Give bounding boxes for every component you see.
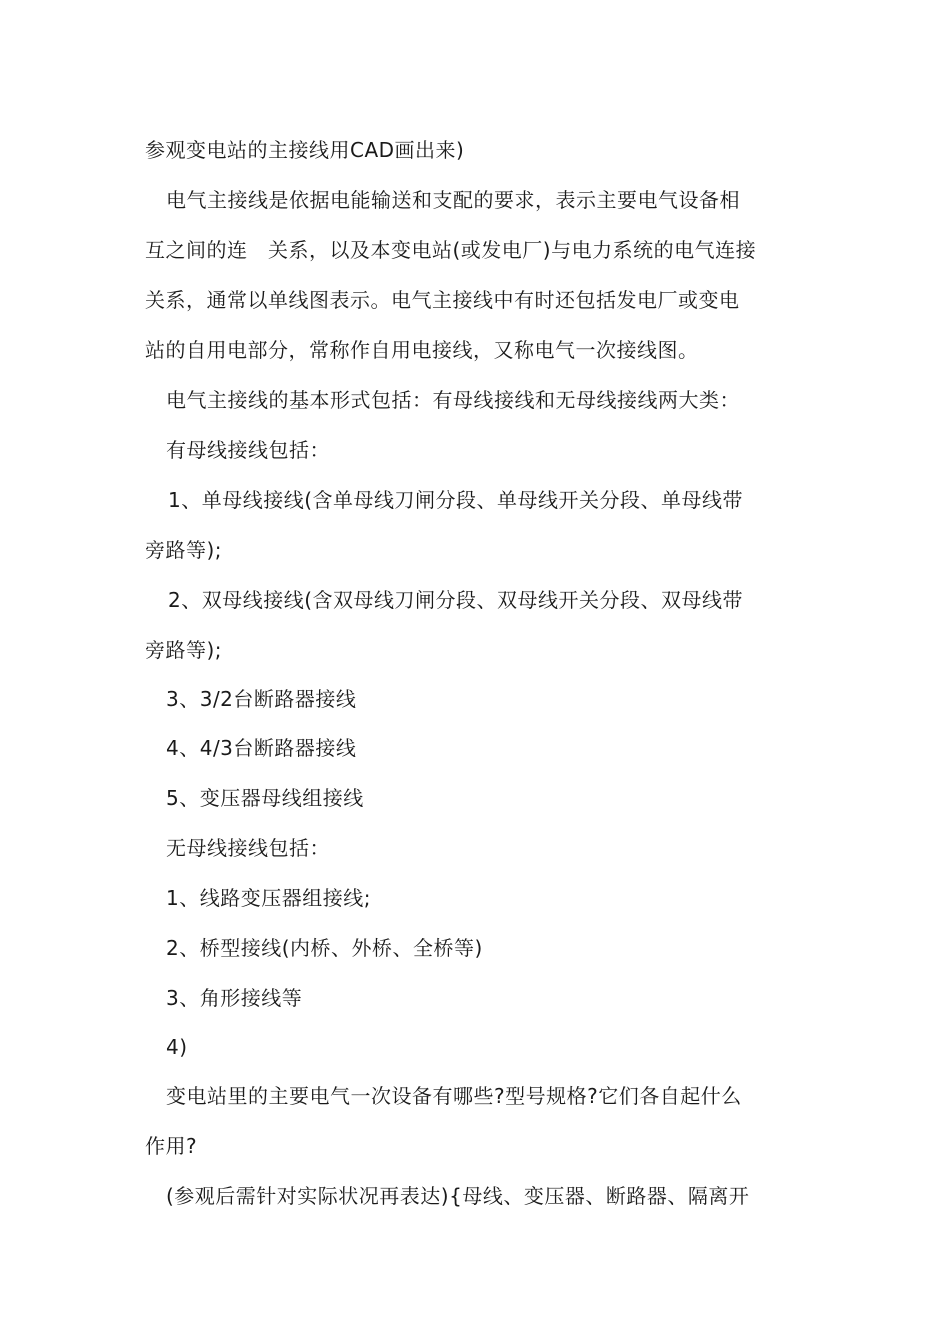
text-line-17: 2、桥型接线(内桥、外桥、全桥等) (166, 936, 483, 960)
text-line-15: 无母线接线包括： (166, 836, 330, 860)
text-line-1: 参观变电站的主接线用CAD画出来) (145, 138, 465, 162)
text-line-10: 2、双母线接线(含双母线刀闸分段、双母线开关分段、双母线带 (168, 588, 744, 612)
text-line-8: 1、单母线接线(含单母线刀闸分段、单母线开关分段、单母线带 (168, 488, 744, 512)
text-line-13: 4、4/3台断路器接线 (166, 736, 357, 760)
text-line-6: 电气主接线的基本形式包括：有母线接线和无母线接线两大类： (166, 388, 740, 412)
text-line-14: 5、变压器母线组接线 (166, 786, 364, 810)
text-line-11: 旁路等); (145, 638, 223, 662)
text-line-16: 1、线路变压器组接线; (166, 886, 371, 910)
text-line-21: 作用? (145, 1134, 198, 1158)
text-line-19: 4) (166, 1035, 188, 1059)
text-line-18: 3、角形接线等 (166, 986, 303, 1010)
text-line-7: 有母线接线包括： (166, 438, 330, 462)
text-line-2: 电气主接线是依据电能输送和支配的要求，表示主要电气设备相 (166, 188, 740, 212)
text-line-3: 互之间的连 关系，以及本变电站(或发电厂)与电力系统的电气连接 (145, 238, 757, 262)
text-line-5: 站的自用电部分，常称作自用电接线，又称电气一次接线图。 (145, 338, 699, 362)
text-line-12: 3、3/2台断路器接线 (166, 687, 357, 711)
text-line-4: 关系，通常以单线图表示。电气主接线中有时还包括发电厂或变电 (145, 288, 740, 312)
text-line-22: (参观后需针对实际状况再表达){母线、变压器、断路器、隔离开 (166, 1184, 750, 1208)
text-line-9: 旁路等); (145, 538, 223, 562)
text-line-20: 变电站里的主要电气一次设备有哪些?型号规格?它们各自起什么 (166, 1084, 742, 1108)
